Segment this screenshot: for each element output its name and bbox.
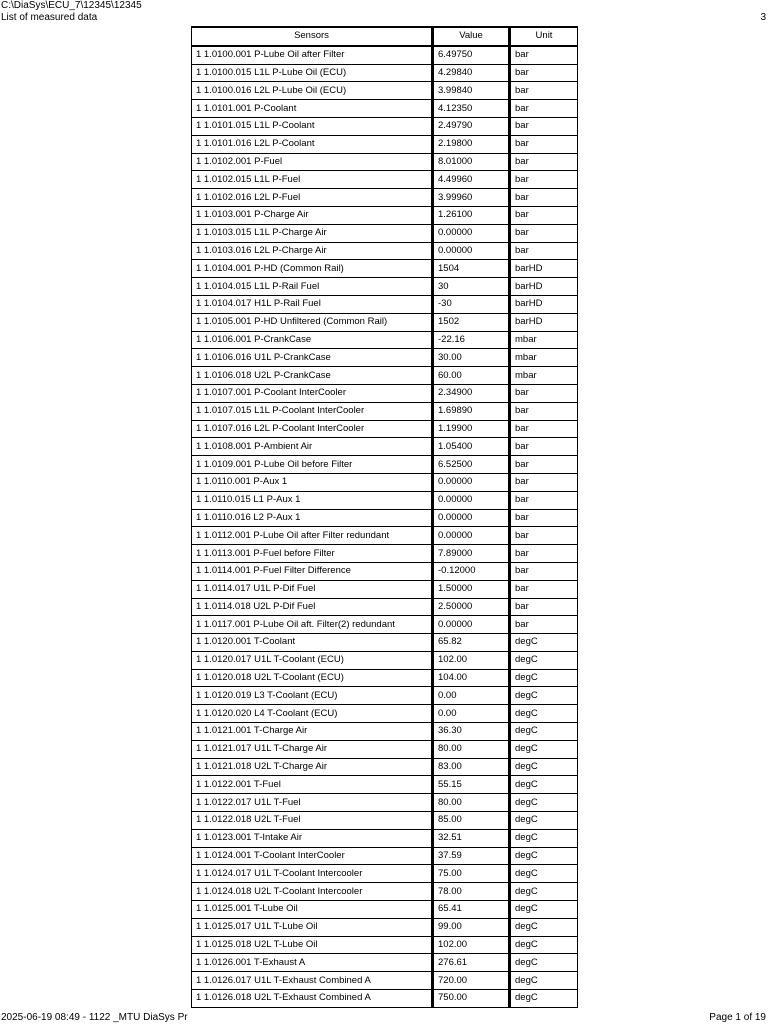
unit-cell: bar <box>510 580 578 598</box>
table-row <box>192 580 578 598</box>
footer-timestamp: 2025-06-19 08:49 - 1122 _MTU DiaSys Pr <box>1 1012 188 1023</box>
value-cell: 750.00 <box>433 990 510 1008</box>
value-cell: -30 <box>433 295 510 313</box>
sensor-cell: 1 1.0102.016 L2L P-Fuel <box>192 189 433 207</box>
unit-cell: degC <box>510 758 578 776</box>
unit-cell: bar <box>510 456 578 474</box>
value-cell: 6.52500 <box>433 456 510 474</box>
sensor-cell: 1 1.0109.001 P-Lube Oil before Filter <box>192 456 433 474</box>
table-row <box>192 456 578 474</box>
value-cell: 102.00 <box>433 651 510 669</box>
column-header-sensors: Sensors <box>192 27 433 46</box>
unit-cell: bar <box>510 491 578 509</box>
unit-cell: degC <box>510 740 578 758</box>
sensor-cell: 1 1.0100.001 P-Lube Oil after Filter <box>192 46 433 64</box>
value-cell: 4.49960 <box>433 171 510 189</box>
sensor-cell: 1 1.0125.018 U2L T-Lube Oil <box>192 936 433 954</box>
sensor-cell: 1 1.0123.001 T-Intake Air <box>192 829 433 847</box>
column-header-unit: Unit <box>510 27 578 46</box>
unit-cell: mbar <box>510 331 578 349</box>
value-cell: 32.51 <box>433 829 510 847</box>
value-cell: 30 <box>433 278 510 296</box>
sensor-cell: 1 1.0120.020 L4 T-Coolant (ECU) <box>192 705 433 723</box>
unit-cell: bar <box>510 384 578 402</box>
unit-cell: degC <box>510 936 578 954</box>
unit-cell: bar <box>510 46 578 64</box>
value-cell: 60.00 <box>433 367 510 385</box>
table-row <box>192 189 578 207</box>
table-row <box>192 82 578 100</box>
sensor-cell: 1 1.0125.017 U1L T-Lube Oil <box>192 918 433 936</box>
sensor-cell: 1 1.0121.001 T-Charge Air <box>192 723 433 741</box>
table-row <box>192 438 578 456</box>
sensor-cell: 1 1.0101.016 L2L P-Coolant <box>192 135 433 153</box>
unit-cell: bar <box>510 117 578 135</box>
sensor-cell: 1 1.0117.001 P-Lube Oil aft. Filter(2) redundant <box>192 616 433 634</box>
unit-cell: bar <box>510 527 578 545</box>
sensor-cell: 1 1.0114.001 P-Fuel Filter Difference <box>192 562 433 580</box>
value-cell: 0.00 <box>433 705 510 723</box>
unit-cell: degC <box>510 847 578 865</box>
unit-cell: bar <box>510 153 578 171</box>
sensor-cell: 1 1.0121.018 U2L T-Charge Air <box>192 758 433 776</box>
table-row <box>192 794 578 812</box>
sensor-cell: 1 1.0103.016 L2L P-Charge Air <box>192 242 433 260</box>
value-cell: 36.30 <box>433 723 510 741</box>
table-row <box>192 527 578 545</box>
unit-cell: mbar <box>510 349 578 367</box>
value-cell: 1504 <box>433 260 510 278</box>
table-row <box>192 260 578 278</box>
value-cell: 85.00 <box>433 812 510 830</box>
unit-cell: bar <box>510 598 578 616</box>
unit-cell: degC <box>510 812 578 830</box>
table-row <box>192 723 578 741</box>
value-cell: 0.00 <box>433 687 510 705</box>
sensor-cell: 1 1.0120.018 U2L T-Coolant (ECU) <box>192 669 433 687</box>
value-cell: -22.16 <box>433 331 510 349</box>
value-cell: 1.50000 <box>433 580 510 598</box>
file-path: C:\DiaSys\ECU_7\12345\12345 <box>1 0 142 11</box>
sensor-cell: 1 1.0126.001 T-Exhaust A <box>192 954 433 972</box>
unit-cell: bar <box>510 242 578 260</box>
table-row <box>192 153 578 171</box>
unit-cell: mbar <box>510 367 578 385</box>
unit-cell: degC <box>510 723 578 741</box>
table-row <box>192 402 578 420</box>
unit-cell: degC <box>510 794 578 812</box>
unit-cell: barHD <box>510 295 578 313</box>
table-row <box>192 206 578 224</box>
value-cell: 2.19800 <box>433 135 510 153</box>
value-cell: 2.34900 <box>433 384 510 402</box>
unit-cell: degC <box>510 865 578 883</box>
value-cell: 0.00000 <box>433 509 510 527</box>
unit-cell: degC <box>510 634 578 652</box>
unit-cell: degC <box>510 883 578 901</box>
unit-cell: bar <box>510 402 578 420</box>
sensor-cell: 1 1.0102.001 P-Fuel <box>192 153 433 171</box>
sensor-cell: 1 1.0124.017 U1L T-Coolant Intercooler <box>192 865 433 883</box>
unit-cell: barHD <box>510 260 578 278</box>
unit-cell: bar <box>510 509 578 527</box>
table-row <box>192 64 578 82</box>
table-row <box>192 634 578 652</box>
unit-cell: bar <box>510 206 578 224</box>
sensor-cell: 1 1.0120.019 L3 T-Coolant (ECU) <box>192 687 433 705</box>
table-row <box>192 901 578 919</box>
value-cell: 80.00 <box>433 794 510 812</box>
unit-cell: degC <box>510 901 578 919</box>
table-row <box>192 295 578 313</box>
table-row <box>192 171 578 189</box>
sensor-cell: 1 1.0106.016 U1L P-CrankCase <box>192 349 433 367</box>
table-row <box>192 313 578 331</box>
table-row <box>192 812 578 830</box>
sensor-cell: 1 1.0110.015 L1 P-Aux 1 <box>192 491 433 509</box>
sensor-cell: 1 1.0124.018 U2L T-Coolant Intercooler <box>192 883 433 901</box>
value-cell: 3.99960 <box>433 189 510 207</box>
table-row <box>192 509 578 527</box>
sensor-cell: 1 1.0107.001 P-Coolant InterCooler <box>192 384 433 402</box>
table-row <box>192 491 578 509</box>
unit-cell: bar <box>510 224 578 242</box>
value-cell: 3.99840 <box>433 82 510 100</box>
table-row <box>192 46 578 64</box>
value-cell: 78.00 <box>433 883 510 901</box>
table-row <box>192 224 578 242</box>
unit-cell: bar <box>510 420 578 438</box>
value-cell: 65.41 <box>433 901 510 919</box>
table-row <box>192 135 578 153</box>
sensor-cell: 1 1.0102.015 L1L P-Fuel <box>192 171 433 189</box>
table-row <box>192 242 578 260</box>
sensor-cell: 1 1.0107.015 L1L P-Coolant InterCooler <box>192 402 433 420</box>
unit-cell: bar <box>510 171 578 189</box>
unit-cell: barHD <box>510 313 578 331</box>
value-cell: 1502 <box>433 313 510 331</box>
table-row <box>192 687 578 705</box>
table-row <box>192 990 578 1008</box>
unit-cell: bar <box>510 562 578 580</box>
table-row <box>192 847 578 865</box>
value-cell: 6.49750 <box>433 46 510 64</box>
sensor-cell: 1 1.0113.001 P-Fuel before Filter <box>192 545 433 563</box>
value-cell: 0.00000 <box>433 527 510 545</box>
value-cell: 720.00 <box>433 972 510 990</box>
value-cell: 37.59 <box>433 847 510 865</box>
unit-cell: degC <box>510 954 578 972</box>
sensor-cell: 1 1.0114.017 U1L P-Dif Fuel <box>192 580 433 598</box>
unit-cell: barHD <box>510 278 578 296</box>
value-cell: 2.50000 <box>433 598 510 616</box>
sensor-cell: 1 1.0101.015 L1L P-Coolant <box>192 117 433 135</box>
unit-cell: degC <box>510 972 578 990</box>
sensor-cell: 1 1.0106.001 P-CrankCase <box>192 331 433 349</box>
table-row <box>192 545 578 563</box>
table-row <box>192 117 578 135</box>
value-cell: 65.82 <box>433 634 510 652</box>
sensor-cell: 1 1.0112.001 P-Lube Oil after Filter redundant <box>192 527 433 545</box>
value-cell: -0.12000 <box>433 562 510 580</box>
sensor-cell: 1 1.0120.017 U1L T-Coolant (ECU) <box>192 651 433 669</box>
table-row <box>192 918 578 936</box>
sensor-cell: 1 1.0103.001 P-Charge Air <box>192 206 433 224</box>
table-row <box>192 100 578 118</box>
value-cell: 276.61 <box>433 954 510 972</box>
table-row <box>192 972 578 990</box>
value-cell: 0.00000 <box>433 491 510 509</box>
unit-cell: degC <box>510 776 578 794</box>
unit-cell: degC <box>510 990 578 1008</box>
sensor-cell: 1 1.0126.017 U1L T-Exhaust Combined A <box>192 972 433 990</box>
unit-cell: bar <box>510 438 578 456</box>
table-row <box>192 278 578 296</box>
unit-cell: degC <box>510 669 578 687</box>
sensor-cell: 1 1.0100.015 L1L P-Lube Oil (ECU) <box>192 64 433 82</box>
sensor-cell: 1 1.0110.001 P-Aux 1 <box>192 473 433 491</box>
sensor-cell: 1 1.0104.001 P-HD (Common Rail) <box>192 260 433 278</box>
sensor-cell: 1 1.0106.018 U2L P-CrankCase <box>192 367 433 385</box>
value-cell: 83.00 <box>433 758 510 776</box>
table-row <box>192 420 578 438</box>
sensor-cell: 1 1.0122.001 T-Fuel <box>192 776 433 794</box>
table-row <box>192 883 578 901</box>
sensor-cell: 1 1.0100.016 L2L P-Lube Oil (ECU) <box>192 82 433 100</box>
table-row <box>192 829 578 847</box>
unit-cell: bar <box>510 189 578 207</box>
unit-cell: bar <box>510 82 578 100</box>
table-row <box>192 705 578 723</box>
value-cell: 4.29840 <box>433 64 510 82</box>
table-row <box>192 936 578 954</box>
table-row <box>192 758 578 776</box>
unit-cell: bar <box>510 473 578 491</box>
table-row <box>192 384 578 402</box>
table-row <box>192 367 578 385</box>
measured-data-table <box>191 26 578 1008</box>
unit-cell: degC <box>510 829 578 847</box>
sensor-cell: 1 1.0114.018 U2L P-Dif Fuel <box>192 598 433 616</box>
value-cell: 0.00000 <box>433 224 510 242</box>
value-cell: 1.26100 <box>433 206 510 224</box>
table-row <box>192 331 578 349</box>
table-row <box>192 954 578 972</box>
sensor-cell: 1 1.0105.001 P-HD Unfiltered (Common Rail) <box>192 313 433 331</box>
value-cell: 1.69890 <box>433 402 510 420</box>
unit-cell: bar <box>510 135 578 153</box>
sensor-cell: 1 1.0125.001 T-Lube Oil <box>192 901 433 919</box>
value-cell: 0.00000 <box>433 242 510 260</box>
table-row <box>192 776 578 794</box>
unit-cell: bar <box>510 545 578 563</box>
sensor-cell: 1 1.0122.017 U1L T-Fuel <box>192 794 433 812</box>
value-cell: 104.00 <box>433 669 510 687</box>
unit-cell: bar <box>510 616 578 634</box>
sensor-cell: 1 1.0122.018 U2L T-Fuel <box>192 812 433 830</box>
sensor-cell: 1 1.0104.015 L1L P-Rail Fuel <box>192 278 433 296</box>
column-header-value: Value <box>433 27 510 46</box>
value-cell: 102.00 <box>433 936 510 954</box>
value-cell: 2.49790 <box>433 117 510 135</box>
value-cell: 7.89000 <box>433 545 510 563</box>
unit-cell: degC <box>510 918 578 936</box>
value-cell: 0.00000 <box>433 616 510 634</box>
sensor-cell: 1 1.0104.017 H1L P-Rail Fuel <box>192 295 433 313</box>
table-body <box>192 46 578 1008</box>
sensor-cell: 1 1.0124.001 T-Coolant InterCooler <box>192 847 433 865</box>
value-cell: 55.15 <box>433 776 510 794</box>
value-cell: 1.19900 <box>433 420 510 438</box>
sensor-cell: 1 1.0110.016 L2 P-Aux 1 <box>192 509 433 527</box>
value-cell: 4.12350 <box>433 100 510 118</box>
table-row <box>192 598 578 616</box>
value-cell: 1.05400 <box>433 438 510 456</box>
table-row <box>192 349 578 367</box>
unit-cell: bar <box>510 100 578 118</box>
sensor-cell: 1 1.0107.016 L2L P-Coolant InterCooler <box>192 420 433 438</box>
unit-cell: degC <box>510 651 578 669</box>
table-row <box>192 740 578 758</box>
value-cell: 75.00 <box>433 865 510 883</box>
value-cell: 8.01000 <box>433 153 510 171</box>
document-title: List of measured data <box>1 12 98 23</box>
unit-cell: degC <box>510 687 578 705</box>
footer-page-count: Page 1 of 19 <box>709 1012 766 1023</box>
table-row <box>192 562 578 580</box>
unit-cell: bar <box>510 64 578 82</box>
sensor-cell: 1 1.0126.018 U2L T-Exhaust Combined A <box>192 990 433 1008</box>
table-row <box>192 865 578 883</box>
table-row <box>192 669 578 687</box>
sensor-cell: 1 1.0120.001 T-Coolant <box>192 634 433 652</box>
sensor-cell: 1 1.0108.001 P-Ambient Air <box>192 438 433 456</box>
value-cell: 99.00 <box>433 918 510 936</box>
sensor-cell: 1 1.0121.017 U1L T-Charge Air <box>192 740 433 758</box>
table-row <box>192 473 578 491</box>
table-row <box>192 651 578 669</box>
page-number: 3 <box>760 12 766 23</box>
value-cell: 80.00 <box>433 740 510 758</box>
value-cell: 0.00000 <box>433 473 510 491</box>
sensor-cell: 1 1.0103.015 L1L P-Charge Air <box>192 224 433 242</box>
sensor-cell: 1 1.0101.001 P-Coolant <box>192 100 433 118</box>
value-cell: 30.00 <box>433 349 510 367</box>
unit-cell: degC <box>510 705 578 723</box>
table-row <box>192 616 578 634</box>
table-header-row <box>192 27 578 46</box>
